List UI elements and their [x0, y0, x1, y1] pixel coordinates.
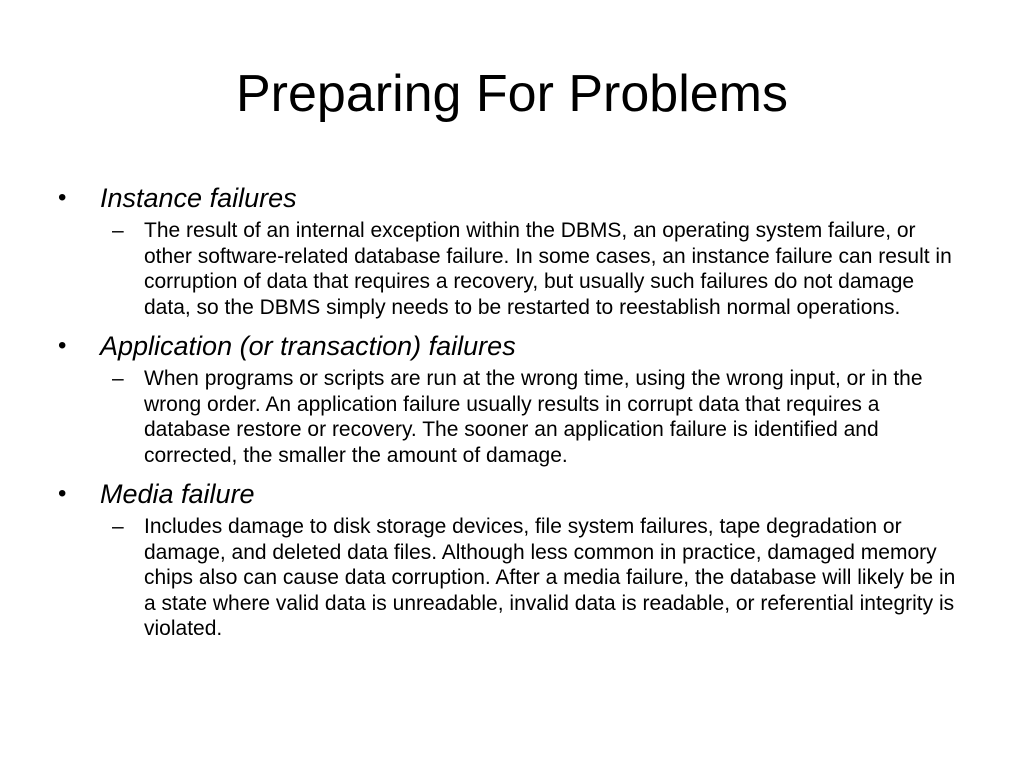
bullet-point-instance-failures [58, 180, 958, 320]
bullet-icon: • [58, 480, 67, 507]
bullet-heading: Instance failures [100, 183, 297, 213]
bullet-icon: • [58, 332, 67, 359]
bullet-heading: Media failure [100, 479, 255, 509]
dash-icon: – [112, 219, 124, 242]
bullet-icon: • [58, 184, 67, 211]
slide-title: Preparing For Problems [236, 65, 788, 123]
bullet-point-media-failure [58, 476, 958, 642]
bullet-detail: When programs or scripts are run at the wrong time, using the wrong input, or in the wrong order. An application failure usually results in corrupt data that requires a database restore or recovery. The sooner an application failure is identified and corrected, the smaller the amount of damage. [144, 367, 923, 467]
bullet-detail: The result of an internal exception within the DBMS, an operating system failure, or other software-related database failure. In some cases, an instance failure can result in corruption of data that requires a recovery, but usually such failures do not damage data, so the DBMS simply needs to be restarted to reestablish normal operations. [144, 219, 952, 319]
bullet-heading: Application (or transaction) failures [100, 331, 516, 361]
bullet-detail: Includes damage to disk storage devices, file system failures, tape degradation or damage, and deleted data files. Although less common in practice, damaged memory chips also can cause data corruption. After a media failure, the database will likely be in a state where valid data is unreadable, invalid data is readable, or referential integrity is violated. [144, 515, 956, 640]
slide-content [58, 180, 958, 650]
dash-icon: – [112, 367, 124, 390]
bullet-point-application-failures [58, 328, 958, 468]
dash-icon: – [112, 515, 124, 538]
